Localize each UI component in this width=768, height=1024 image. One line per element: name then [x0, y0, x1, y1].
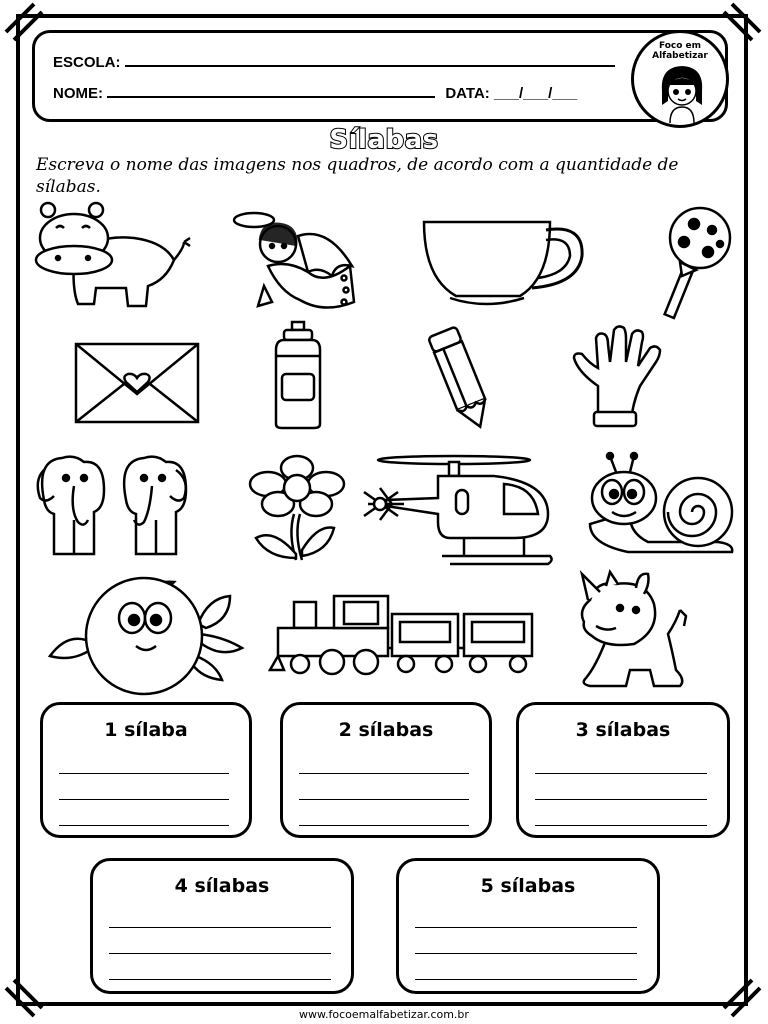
answer-line[interactable] [109, 953, 331, 954]
box-2-title: 2 sílabas [338, 719, 434, 741]
escola-row [53, 51, 615, 71]
answer-line[interactable] [59, 825, 229, 826]
answer-line[interactable] [415, 979, 637, 980]
box-2-silabas[interactable] [280, 702, 492, 838]
box-3-silabas[interactable] [516, 702, 730, 838]
water-bottle-icon [270, 320, 326, 430]
rhino-icon [576, 570, 688, 688]
answer-line[interactable] [415, 927, 637, 928]
page-title: Sílabas [329, 125, 439, 155]
hippo-icon [34, 198, 194, 316]
nome-row [53, 82, 577, 102]
snail-icon [588, 452, 738, 562]
hand-icon [568, 324, 674, 428]
answer-line[interactable] [535, 799, 707, 800]
helicopter-icon [354, 452, 554, 570]
answer-line[interactable] [59, 773, 229, 774]
date-field[interactable]: ___/___/___ [493, 85, 578, 102]
cup-icon [420, 218, 588, 310]
elephants-icon [34, 450, 192, 560]
data-label: DATA: [445, 85, 490, 102]
answer-line[interactable] [535, 773, 707, 774]
box-1-title: 1 sílaba [104, 719, 188, 741]
box-3-title: 3 sílabas [575, 719, 671, 741]
box-5-title: 5 sílabas [480, 875, 576, 897]
answer-line[interactable] [109, 979, 331, 980]
lollipop-icon [650, 206, 736, 318]
answer-line[interactable] [59, 799, 229, 800]
instructions-text: Escreva o nome das imagens nos quadros, de acordo com a quantidade de sílabas. [36, 155, 679, 197]
answer-line[interactable] [415, 953, 637, 954]
train-icon [270, 594, 538, 678]
box-5-silabas[interactable] [396, 858, 660, 994]
logo-text-line2: Alfabetizar [652, 51, 708, 61]
envelope-icon [74, 342, 200, 424]
box-1-silaba[interactable] [40, 702, 252, 838]
escola-label: ESCOLA: [53, 54, 121, 71]
box-4-silabas[interactable] [90, 858, 354, 994]
logo-text-line1: Foco em [658, 41, 702, 51]
orange-icon [46, 580, 244, 684]
answer-line[interactable] [109, 927, 331, 928]
girl-mascot-icon [656, 61, 708, 123]
answer-line[interactable] [299, 773, 469, 774]
nome-label: NOME: [53, 85, 103, 102]
footer-website[interactable]: www.focoemalfabetizar.com.br [299, 1008, 469, 1021]
nome-field[interactable] [107, 82, 435, 98]
escola-field[interactable] [125, 51, 615, 67]
header-box [32, 30, 728, 122]
brand-logo [631, 30, 729, 128]
box-4-title: 4 sílabas [174, 875, 270, 897]
flower-icon [248, 454, 346, 566]
angel-icon [228, 206, 360, 318]
answer-line[interactable] [299, 825, 469, 826]
answer-line[interactable] [535, 825, 707, 826]
pencil-icon [426, 326, 498, 432]
answer-line[interactable] [299, 799, 469, 800]
